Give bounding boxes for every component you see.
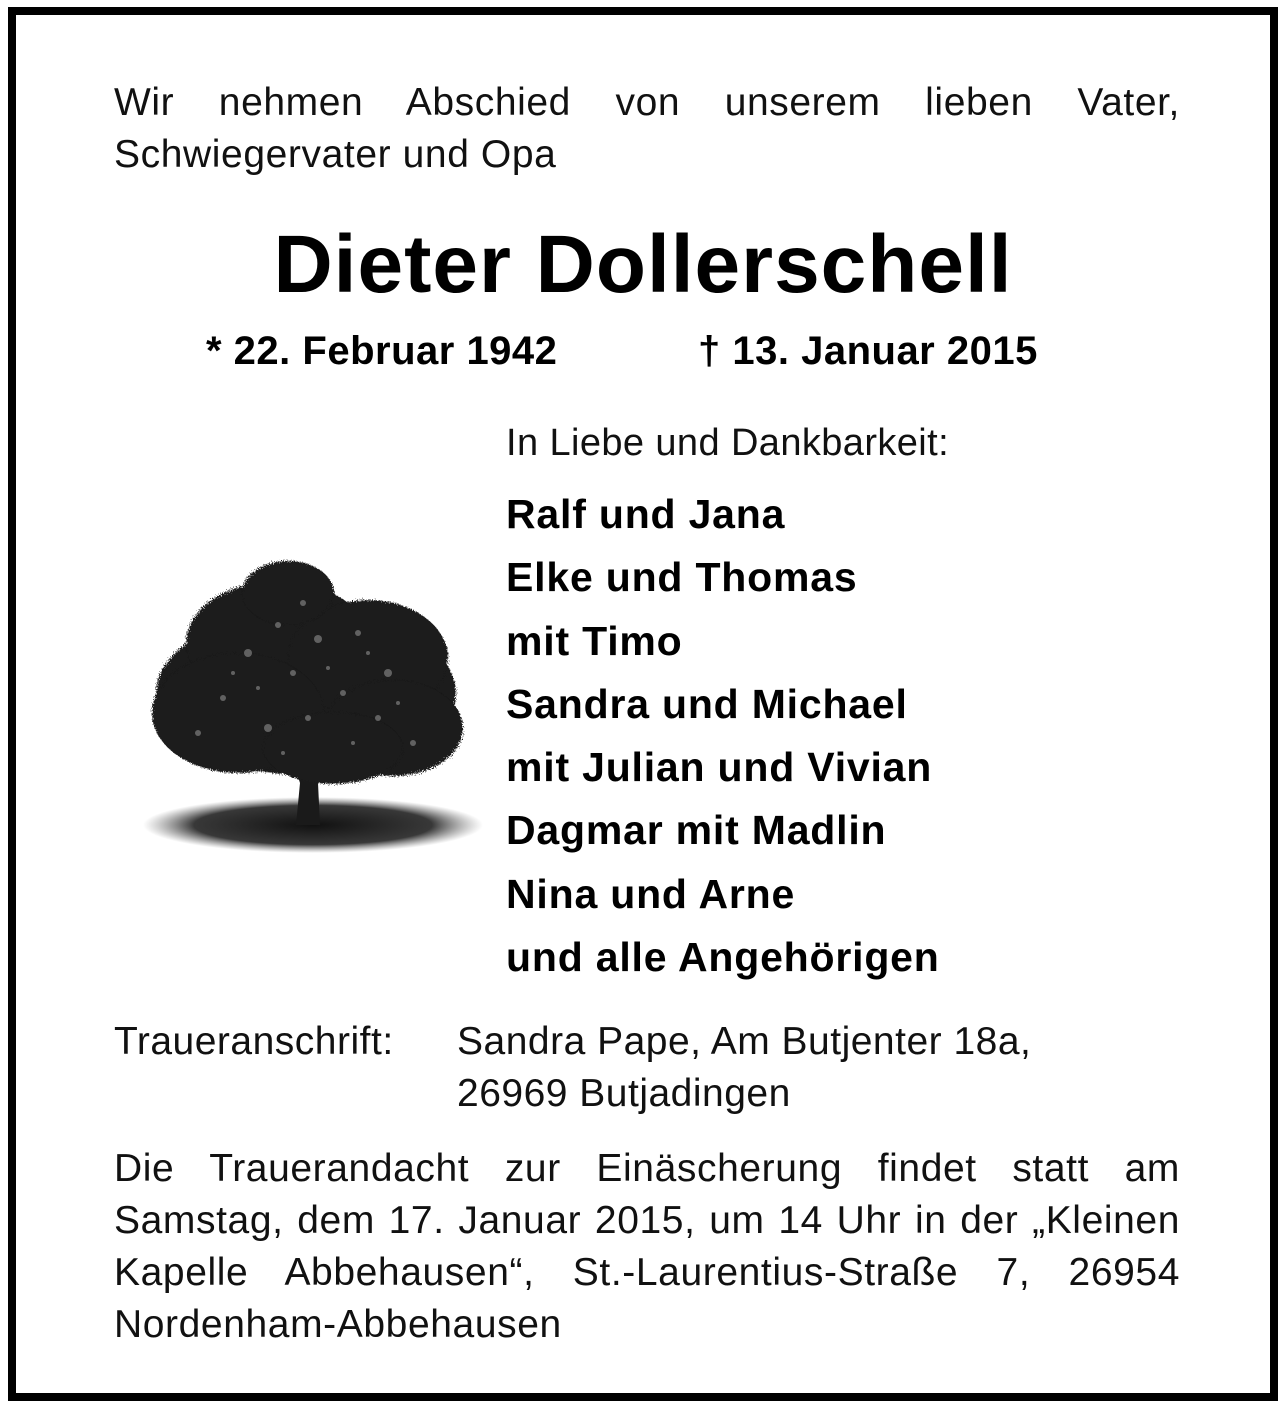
mourning-address (114, 1016, 1031, 1120)
mourner-entry: Sandra und Michael (506, 680, 908, 727)
mourner-entry: mit Timo (506, 617, 683, 664)
mourners-list (506, 483, 940, 989)
deceased-name: Dieter Dollerschell (273, 219, 1013, 310)
address-line-1: Sandra Pape, Am Butjenter 18a, (457, 1020, 1032, 1063)
obituary-frame (8, 7, 1278, 1401)
intro-text: Wir nehmen Abschied von unserem lieben Vater, Schwiegervater und Opa (114, 81, 1180, 176)
mourner-entry: Dagmar mit Madlin (506, 807, 887, 854)
death-date: † 13. Januar 2015 (698, 329, 1038, 373)
mourner-entry: und alle Angehörigen (506, 934, 940, 981)
birth-date: * 22. Februar 1942 (206, 329, 558, 373)
mourner-entry: Nina und Arne (506, 870, 796, 917)
address-line-2: 26969 Butjadingen (457, 1072, 791, 1115)
service-info: Die Trauerandacht zur Einäscherung findet statt am Samstag, dem 17. Januar 2015, um 14 Uhr in der „Kleinen Kapelle Abbehausen“, St.-Laurentius-Straße 7, 26954 Nordenham-Abbehausen (114, 1147, 1180, 1346)
mourner-entry: Elke und Thomas (506, 554, 858, 601)
address-label: Traueranschrift: (114, 1020, 394, 1063)
tree-icon (128, 543, 488, 888)
dedication-text: In Liebe und Dankbarkeit: (506, 422, 950, 464)
mourner-entry: Ralf und Jana (506, 491, 786, 537)
mourner-entry: mit Julian und Vivian (506, 744, 933, 791)
